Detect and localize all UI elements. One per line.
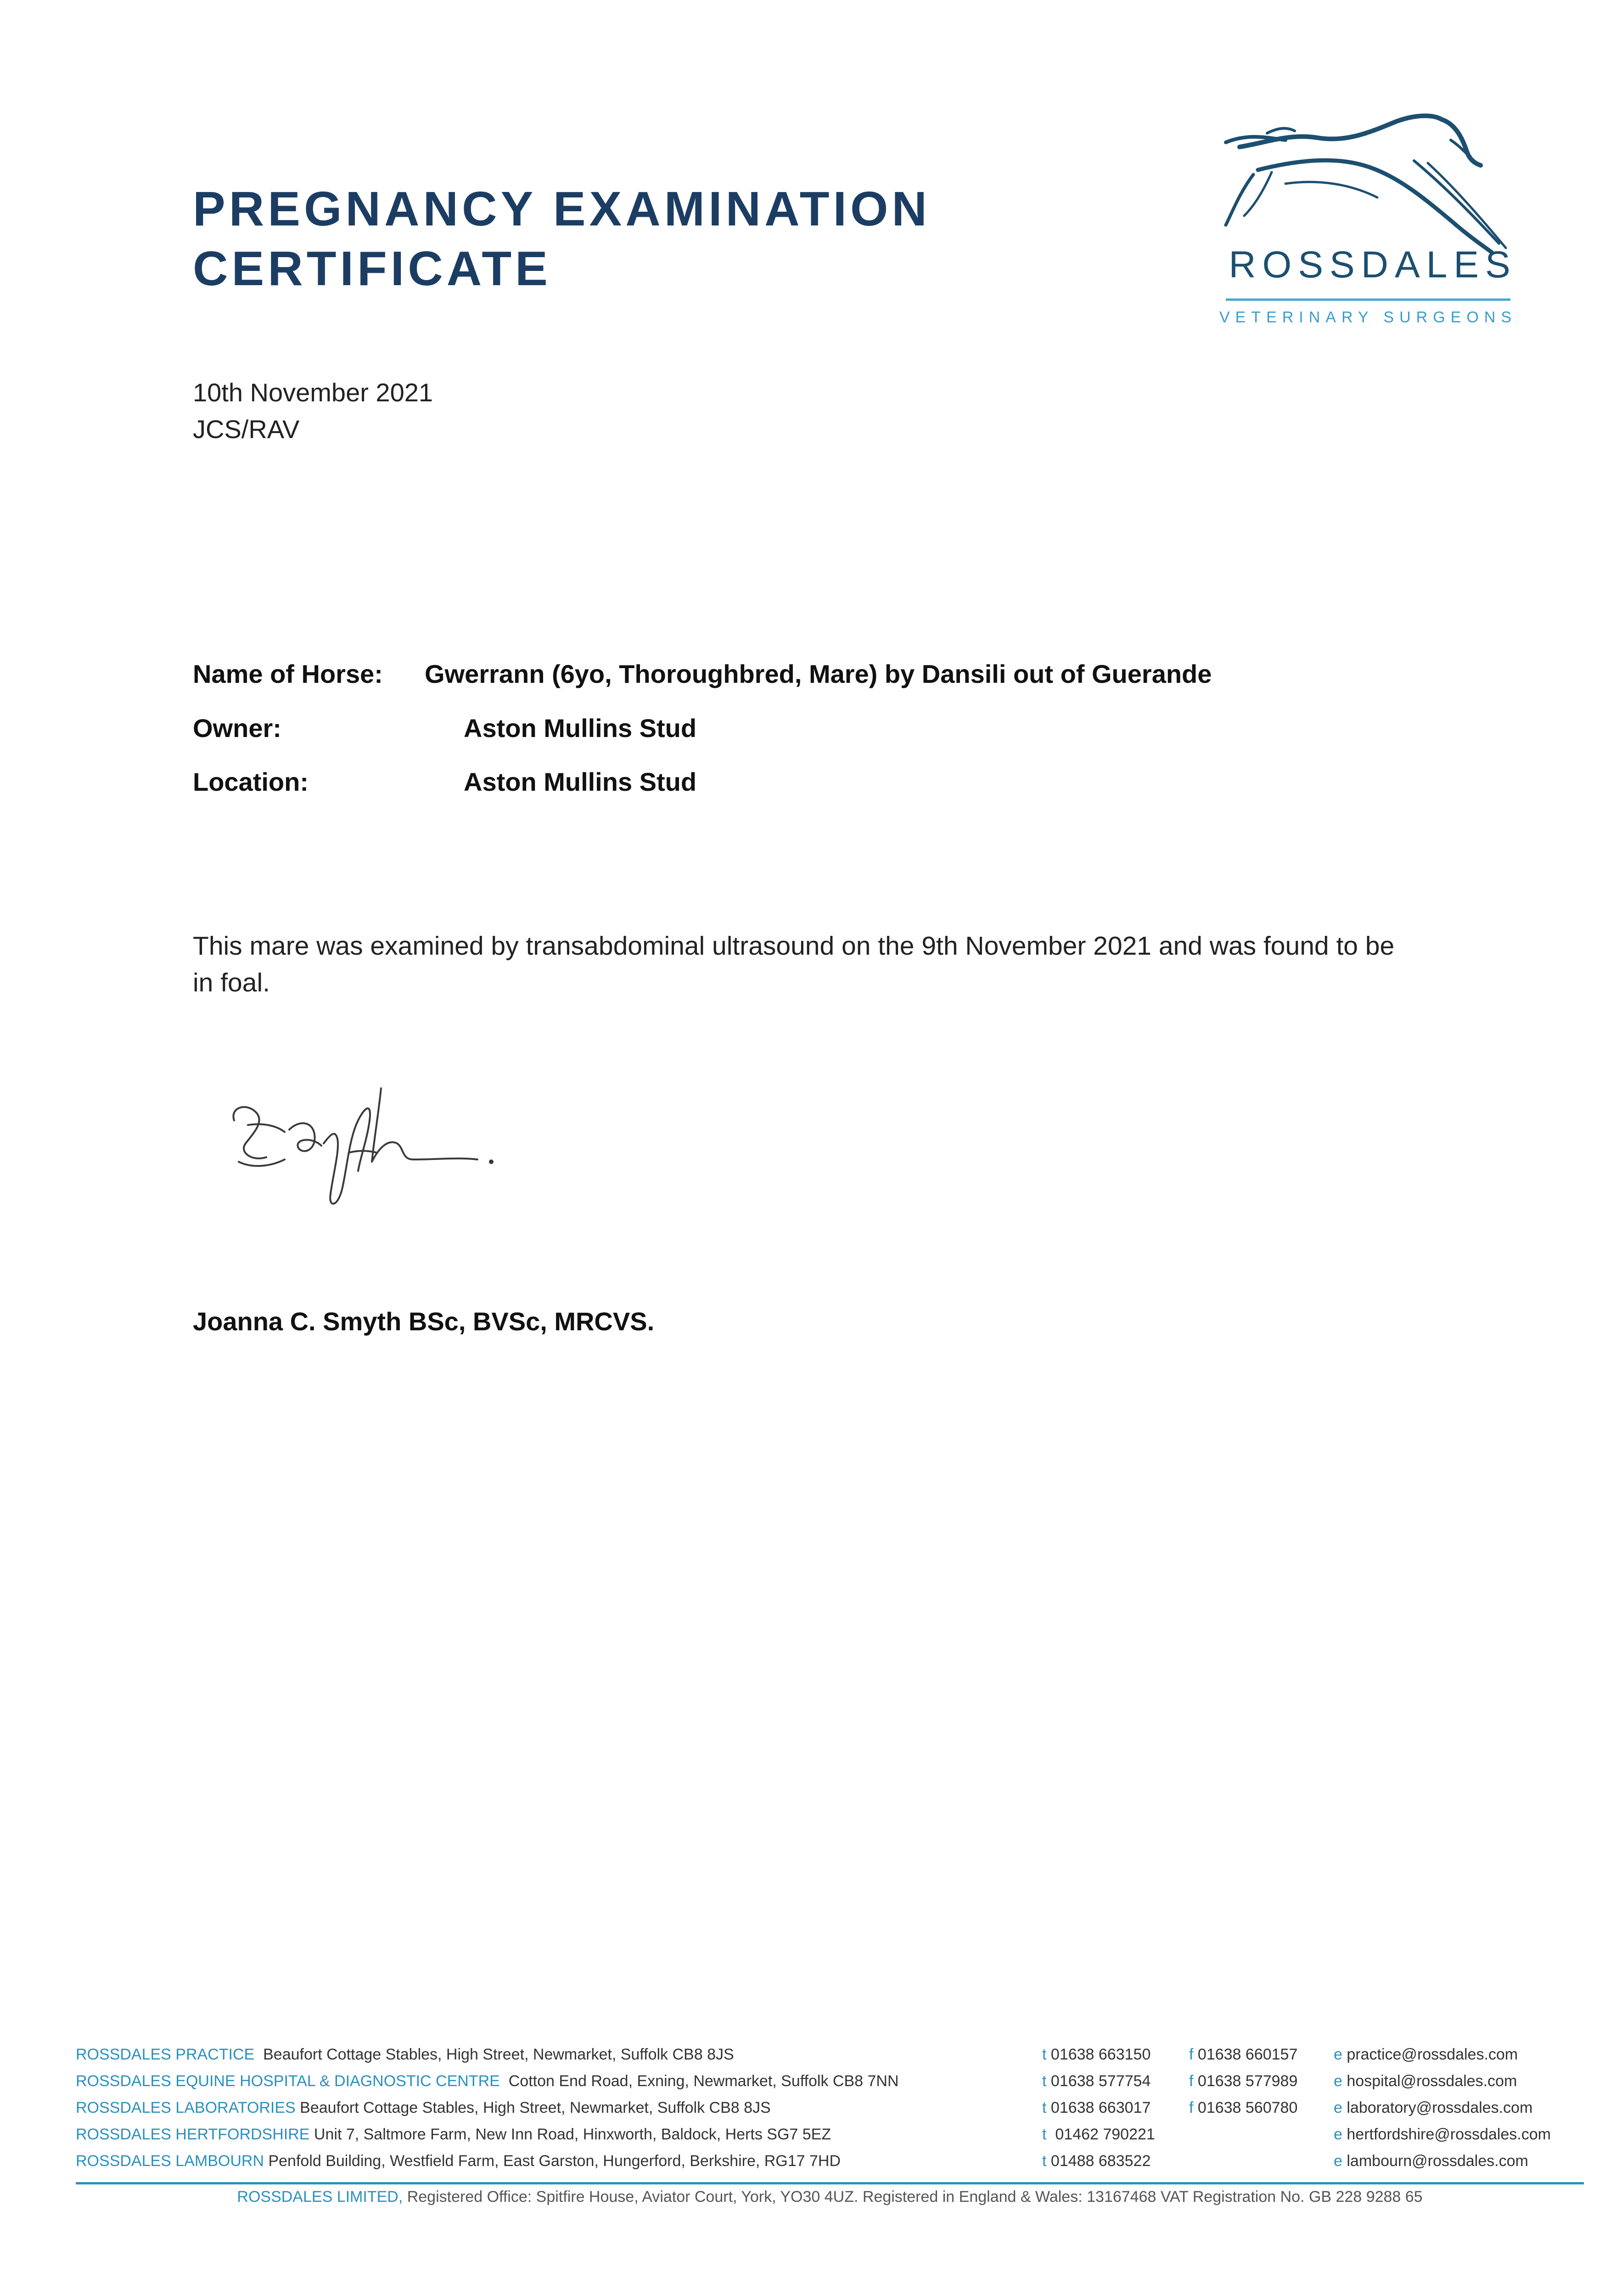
location-label: Location: [193, 767, 309, 796]
office-phone: 01462 790221 [1055, 2126, 1155, 2143]
owner-row [193, 713, 697, 743]
location-value: Aston Mullins Stud [464, 767, 697, 796]
office-name: ROSSDALES EQUINE HOSPITAL & DIAGNOSTIC CENTRE [76, 2072, 500, 2090]
owner-value: Aston Mullins Stud [464, 714, 697, 743]
document-reference: JCS/RAV [193, 415, 300, 444]
office-name: ROSSDALES HERTFORDSHIRE [76, 2126, 310, 2143]
office-name: ROSSDALES LAMBOURN [76, 2152, 264, 2170]
footer-office-row: ROSSDALES LABORATORIES Beaufort Cottage Stables, High Street, Newmarket, Suffolk CB8 8JS t 01638 663017 f 01638 560780 e laboratory@rossdales.com [76, 2099, 1533, 2116]
statement-line-2: in foal. [193, 968, 270, 997]
office-address: Beaufort Cottage Stables, High Street, Newmarket, Suffolk CB8 8JS [263, 2046, 734, 2063]
title-line-2: CERTIFICATE [193, 242, 551, 296]
horse-logo-icon [1212, 106, 1524, 335]
logo-wordmark: ROSSDALES [1229, 244, 1517, 286]
company-name: ROSSDALES LIMITED, [237, 2188, 403, 2206]
office-name: ROSSDALES PRACTICE [76, 2046, 255, 2063]
title-line-1: PREGNANCY EXAMINATION [193, 182, 931, 236]
document-meta [193, 374, 433, 448]
office-name: ROSSDALES LABORATORIES [76, 2099, 296, 2116]
signer-name: Joanna C. Smyth BSc, BVSc, MRCVS. [193, 1307, 655, 1336]
office-email[interactable]: practice@rossdales.com [1347, 2046, 1518, 2063]
footer-office-row: ROSSDALES PRACTICE Beaufort Cottage Stables, High Street, Newmarket, Suffolk CB8 8JS t 01638 663150 f 01638 660157 e practice@rossdales.com [76, 2046, 1518, 2063]
location-row [193, 767, 697, 797]
office-phone: 01638 577754 [1050, 2072, 1151, 2090]
footer-office-row: ROSSDALES LAMBOURN Penfold Building, Westfield Farm, East Garston, Hungerford, Berkshire, RG17 7HD t 01488 683522 e lambourn@rossdales.com [76, 2152, 1528, 2170]
owner-label: Owner: [193, 714, 281, 743]
footer-registration [76, 2188, 1584, 2206]
logo-subtitle: VETERINARY SURGEONS [1219, 309, 1517, 326]
statement-line-1: This mare was examined by transabdominal ultrasound on the 9th November 2021 and was found to be [193, 931, 1395, 961]
office-address: Cotton End Road, Exning, Newmarket, Suffolk CB8 7NN [508, 2072, 899, 2090]
examination-statement [193, 928, 1442, 1001]
certificate-title [193, 179, 973, 298]
office-email[interactable]: lambourn@rossdales.com [1347, 2152, 1528, 2170]
office-address: Beaufort Cottage Stables, High Street, Newmarket, Suffolk CB8 8JS [300, 2099, 771, 2116]
logo-divider [1226, 298, 1510, 301]
office-phone: 01638 663017 [1050, 2099, 1151, 2116]
office-fax: 01638 560780 [1197, 2099, 1298, 2116]
office-phone: 01488 683522 [1050, 2152, 1151, 2170]
office-address: Penfold Building, Westfield Farm, East Garston, Hungerford, Berkshire, RG17 7HD [268, 2152, 841, 2170]
office-phone: 01638 663150 [1050, 2046, 1151, 2063]
registered-office: Registered Office: Spitfire House, Aviator Court, York, YO30 4UZ. Registered in England & Wales: 13167468 VAT Registration No. GB 228 9288 65 [407, 2188, 1423, 2206]
horse-name-label: Name of Horse: [193, 659, 383, 688]
office-email[interactable]: laboratory@rossdales.com [1347, 2099, 1533, 2116]
footer-divider [76, 2182, 1584, 2184]
footer-office-row: ROSSDALES EQUINE HOSPITAL & DIAGNOSTIC CENTRE Cotton End Road, Exning, Newmarket, Suffolk CB8 7NN t 01638 577754 f 01638 577989 e hospital@rossdales.com [76, 2072, 1517, 2090]
office-email[interactable]: hospital@rossdales.com [1347, 2072, 1517, 2090]
office-address: Unit 7, Saltmore Farm, New Inn Road, Hinxworth, Baldock, Herts SG7 5EZ [314, 2126, 831, 2143]
signature-image [220, 1070, 505, 1235]
footer-office-row: ROSSDALES HERTFORDSHIRE Unit 7, Saltmore Farm, New Inn Road, Hinxworth, Baldock, Herts SG7 5EZ t 01462 790221 e hertfordshire@rossdales.com [76, 2126, 1551, 2143]
office-fax: 01638 660157 [1197, 2046, 1298, 2063]
horse-name-value: Gwerrann (6yo, Thoroughbred, Mare) by Dansili out of Guerande [425, 659, 1212, 688]
office-email[interactable]: hertfordshire@rossdales.com [1347, 2126, 1551, 2143]
office-fax: 01638 577989 [1197, 2072, 1298, 2090]
document-date: 10th November 2021 [193, 378, 433, 407]
horse-name-row [193, 659, 1212, 689]
